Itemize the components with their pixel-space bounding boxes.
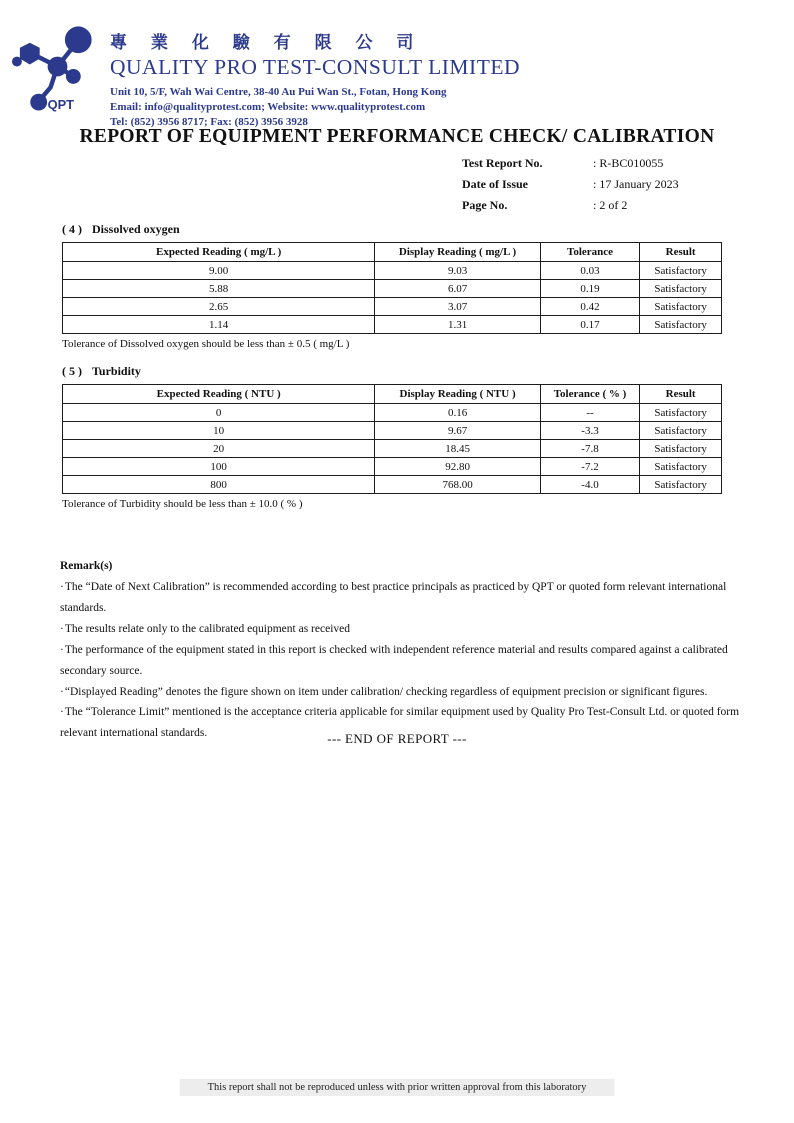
page-no-label: Page No. <box>462 198 508 212</box>
cell-result: Satisfactory <box>640 458 722 476</box>
remark-item <box>60 682 748 703</box>
table-row <box>63 422 722 440</box>
cell-expected: 2.65 <box>63 298 375 316</box>
cell-display: 9.03 <box>375 262 540 280</box>
table-row <box>63 476 722 494</box>
section-number: ( 4 ) <box>62 222 82 236</box>
cell-result: Satisfactory <box>640 404 722 422</box>
letterhead <box>10 20 520 130</box>
report-info-row <box>462 195 679 216</box>
cell-result: Satisfactory <box>640 316 722 334</box>
section-title: Dissolved oxygen <box>92 222 180 236</box>
cell-display: 1.31 <box>375 316 540 334</box>
bullet-dot: · <box>60 643 64 656</box>
table-row <box>63 298 722 316</box>
cell-tolerance: -- <box>540 404 640 422</box>
col-result: Result <box>640 243 722 262</box>
section-number: ( 5 ) <box>62 364 82 378</box>
remarks-heading: Remark(s) <box>60 560 113 572</box>
date-of-issue-value: : 17 January 2023 <box>593 177 679 191</box>
cell-result: Satisfactory <box>640 298 722 316</box>
cell-display: 9.67 <box>375 422 540 440</box>
col-tolerance: Tolerance ( % ) <box>540 385 640 404</box>
col-display-reading: Display Reading ( NTU ) <box>375 385 540 404</box>
section-turbidity <box>62 364 722 510</box>
bullet-dot: · <box>60 706 64 719</box>
section-heading <box>62 364 722 379</box>
footer-disclaimer: This report shall not be reproduced unless with prior written approval from this laboratory <box>180 1079 615 1096</box>
cell-display: 768.00 <box>375 476 540 494</box>
remark-text: The results relate only to the calibrated equipment as received <box>64 622 350 635</box>
cell-result: Satisfactory <box>640 280 722 298</box>
cell-result: Satisfactory <box>640 440 722 458</box>
table-row <box>63 404 722 422</box>
report-info-row <box>462 174 679 195</box>
company-name-english: QUALITY PRO TEST-CONSULT LIMITED <box>110 55 520 79</box>
cell-result: Satisfactory <box>640 476 722 494</box>
qpt-molecule-logo <box>10 20 104 114</box>
company-email-website: Email: info@qualityprotest.com; Website: www.qualityprotest.com <box>110 100 426 113</box>
dissolved-oxygen-tolerance-note: Tolerance of Dissolved oxygen should be less than ± 0.5 ( mg/L ) <box>62 338 350 350</box>
company-address: Unit 10, 5/F, Wah Wai Centre, 38-40 Au Pui Wan St., Fotan, Hong Kong <box>110 86 447 98</box>
table-header-row <box>63 385 722 404</box>
test-report-no-label: Test Report No. <box>462 156 543 170</box>
cell-expected: 5.88 <box>63 280 375 298</box>
cell-display: 6.07 <box>375 280 540 298</box>
turbidity-tolerance-note: Tolerance of Turbidity should be less than ± 10.0 ( % ) <box>62 498 303 510</box>
bullet-dot: · <box>60 580 64 593</box>
col-display-reading: Display Reading ( mg/L ) <box>375 243 540 262</box>
logo-qpt-text: QPT <box>47 97 75 113</box>
remark-item <box>60 619 748 640</box>
bullet-dot: · <box>60 622 64 635</box>
cell-result: Satisfactory <box>640 422 722 440</box>
turbidity-table <box>62 384 722 494</box>
cell-expected: 800 <box>63 476 375 494</box>
cell-display: 18.45 <box>375 440 540 458</box>
cell-expected: 1.14 <box>63 316 375 334</box>
section-heading <box>62 222 722 237</box>
table-row <box>63 316 722 334</box>
cell-display: 3.07 <box>375 298 540 316</box>
date-of-issue-label: Date of Issue <box>462 177 528 191</box>
cell-tolerance: 0.42 <box>540 298 640 316</box>
report-info-row <box>462 153 679 174</box>
remark-text: The “Tolerance Limit” mentioned is the acceptance criteria applicable for similar equipment used by Quality Pro Test-Consult Ltd. or quoted form relevant international standards. <box>60 706 740 740</box>
cell-tolerance: 0.03 <box>540 262 640 280</box>
test-report-no-value: : R-BC010055 <box>593 156 664 170</box>
col-result: Result <box>640 385 722 404</box>
remark-item <box>60 577 748 619</box>
table-row <box>63 262 722 280</box>
cell-expected: 10 <box>63 422 375 440</box>
col-expected-reading: Expected Reading ( mg/L ) <box>63 243 375 262</box>
remarks-section <box>60 556 748 744</box>
remark-text: The performance of the equipment stated in this report is checked with independent reference material and results compared against a calibrated secondary source. <box>60 643 728 677</box>
table-header-row <box>63 243 722 262</box>
company-tel-fax: Tel: (852) 3956 8717; Fax: (852) 3956 3928 <box>110 115 308 128</box>
cell-display: 0.16 <box>375 404 540 422</box>
report-info <box>462 153 679 216</box>
cell-tolerance: -4.0 <box>540 476 640 494</box>
remark-text: The “Date of Next Calibration” is recommended according to best practice principals as practiced by QPT or quoted form relevant international standards. <box>60 580 727 614</box>
cell-expected: 20 <box>63 440 375 458</box>
end-of-report: --- END OF REPORT --- <box>327 731 467 746</box>
section-dissolved-oxygen <box>62 222 722 350</box>
section-title: Turbidity <box>92 364 141 378</box>
cell-tolerance: -7.8 <box>540 440 640 458</box>
page-no-value: : 2 of 2 <box>593 198 628 212</box>
cell-expected: 0 <box>63 404 375 422</box>
cell-result: Satisfactory <box>640 262 722 280</box>
cell-tolerance: 0.19 <box>540 280 640 298</box>
cell-tolerance: -7.2 <box>540 458 640 476</box>
company-block <box>110 20 520 130</box>
cell-display: 92.80 <box>375 458 540 476</box>
report-title: REPORT OF EQUIPMENT PERFORMANCE CHECK/ CALIBRATION <box>79 126 715 147</box>
cell-tolerance: 0.17 <box>540 316 640 334</box>
remark-item <box>60 640 748 682</box>
table-row <box>63 458 722 476</box>
table-row <box>63 440 722 458</box>
cell-tolerance: -3.3 <box>540 422 640 440</box>
cell-expected: 9.00 <box>63 262 375 280</box>
col-tolerance: Tolerance <box>540 243 640 262</box>
dissolved-oxygen-table <box>62 242 722 334</box>
col-expected-reading: Expected Reading ( NTU ) <box>63 385 375 404</box>
table-row <box>63 280 722 298</box>
cell-expected: 100 <box>63 458 375 476</box>
bullet-dot: · <box>60 685 64 698</box>
company-name-chinese: 專 業 化 驗 有 限 公 司 <box>110 33 423 53</box>
remark-text: “Displayed Reading” denotes the figure shown on item under calibration/ checking regardless of equipment precision or significant figures. <box>64 685 708 698</box>
